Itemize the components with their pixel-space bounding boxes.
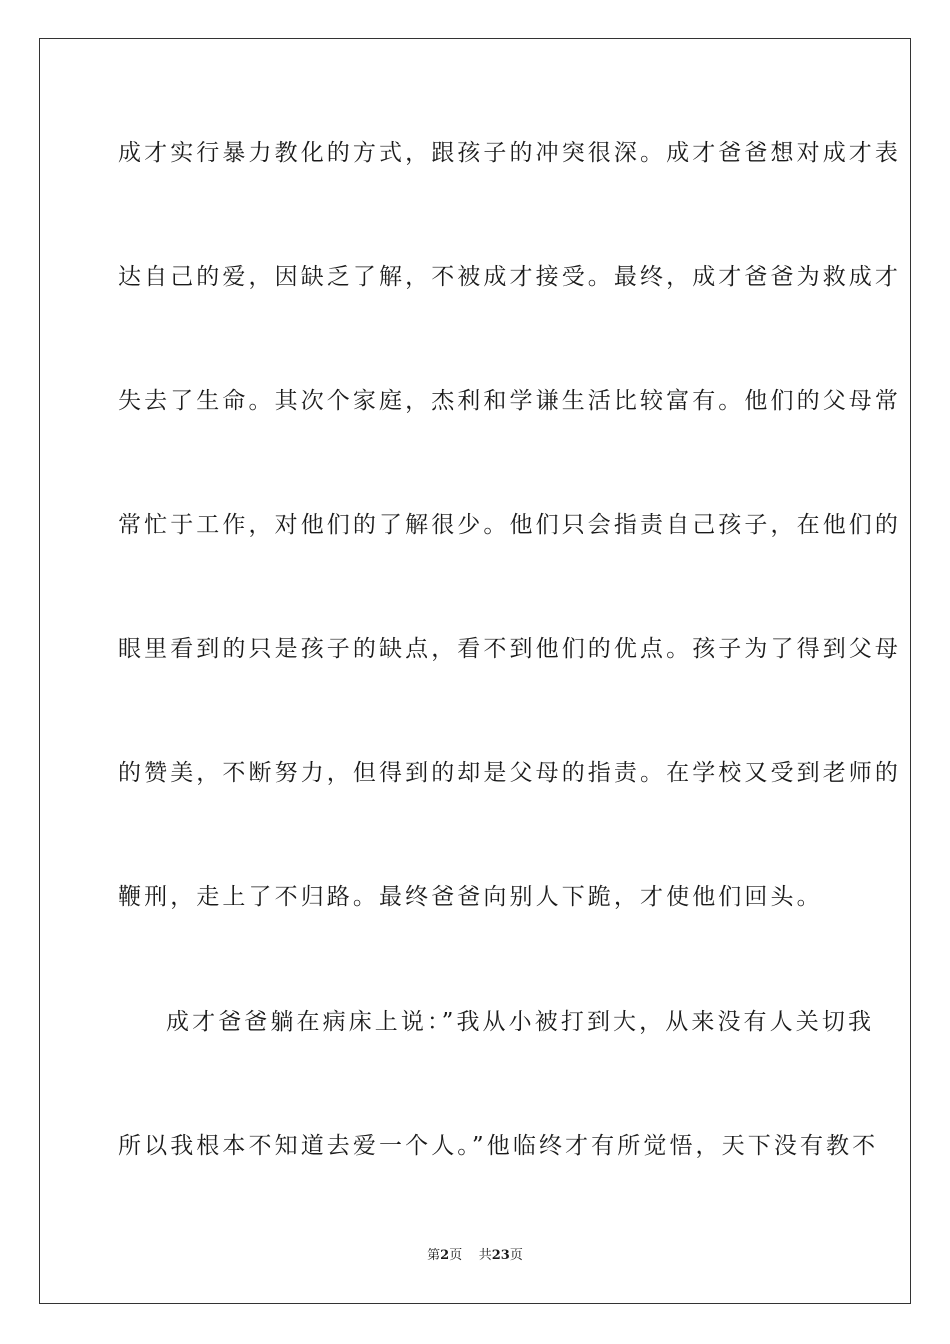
body-line-1: 成才实行暴力教化的方式，跟孩子的冲突很深。成才爸爸想对成才表 (118, 140, 901, 166)
body-line-3: 失去了生命。其次个家庭，杰利和学谦生活比较富有。他们的父母常 (118, 388, 901, 414)
footer-total-pages: 23 (491, 1248, 510, 1263)
body-line-9: 所以我根本不知道去爱一个人。”他临终才有所觉悟，天下没有教不 (118, 1133, 879, 1159)
footer-total-suffix: 页 (509, 1248, 523, 1263)
body-line-4: 常忙于工作，对他们的了解很少。他们只会指责自己孩子，在他们的 (118, 512, 901, 538)
body-line-6: 的赞美，不断努力，但得到的却是父母的指责。在学校又受到老师的 (118, 760, 901, 786)
footer-page-prefix: 第 (427, 1248, 441, 1263)
body-line-7: 鞭刑，走上了不归路。最终爸爸向别人下跪，才使他们回头。 (118, 884, 823, 910)
body-line-2: 达自己的爱，因缺乏了解，不被成才接受。最终，成才爸爸为救成才 (118, 264, 901, 290)
page-footer (0, 1248, 950, 1264)
footer-total-prefix: 共 (478, 1248, 492, 1263)
footer-page-suffix: 页 (449, 1248, 463, 1263)
footer-page-number: 2 (440, 1248, 450, 1263)
body-line-8: 成才爸爸躺在病床上说：”我从小被打到大，从来没有人关切我 (166, 1009, 875, 1035)
body-line-5: 眼里看到的只是孩子的缺点，看不到他们的优点。孩子为了得到父母 (118, 636, 901, 662)
page-border (39, 38, 911, 1304)
